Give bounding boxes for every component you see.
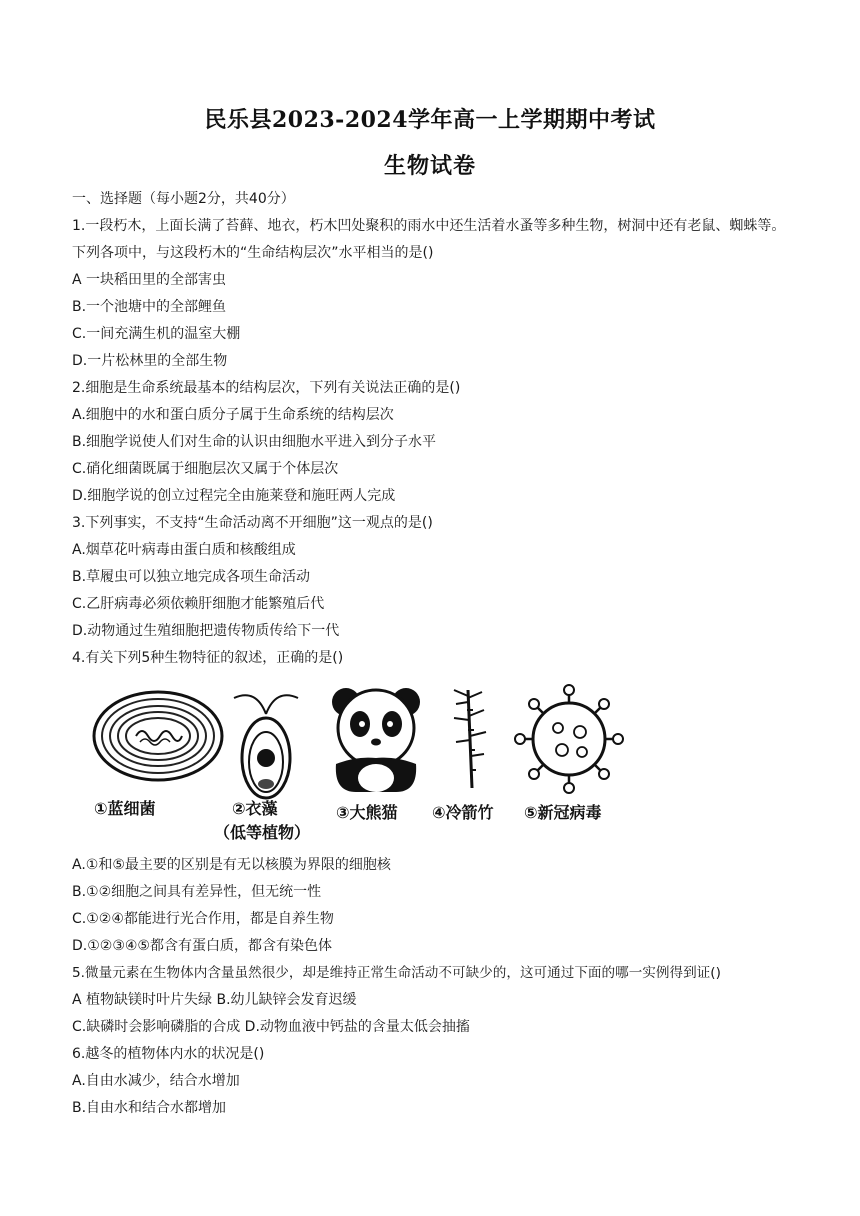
q5-stem: 5.微量元素在生物体内含量虽然很少，却是维持正常生命活动不可缺少的，这可通过下面的哪一实例得到证() [72,965,721,981]
q3-option-b: B.草履虫可以独立地完成各项生命活动 [72,569,311,585]
q1-option-b: B.一个池塘中的全部鲤鱼 [72,299,227,315]
q1-option-d: D.一片松林里的全部生物 [72,353,228,369]
coronavirus-illustration [514,684,624,794]
q4-option-b: B.①②细胞之间具有差异性，但无统一性 [72,884,322,900]
section-heading: 一、选择题（每小题2分，共40分） [72,191,295,207]
figure-label-2: ②衣藻 [232,799,278,818]
figure-label-4: ④冷箭竹 [432,803,494,822]
q3-option-d: D.动物通过生殖细胞把遗传物质传给下一代 [72,623,340,639]
q5-options-ab: A 植物缺镁时叶片失绿 B.幼儿缺锌会发育迟缓 [72,992,357,1008]
q1-option-c: C.一间充满生机的温室大棚 [72,326,241,342]
q2-stem: 2.细胞是生命系统最基本的结构层次，下列有关说法正确的是() [72,380,461,396]
q2-option-d: D.细胞学说的创立过程完全由施莱登和施旺两人完成 [72,488,396,504]
figure-label-1: ①蓝细菌 [94,799,156,818]
q3-option-a: A.烟草花叶病毒由蛋白质和核酸组成 [72,542,296,558]
figure-label-2-note: （低等植物） [214,823,311,842]
q4-option-c: C.①②④都能进行光合作用，都是自养生物 [72,911,334,927]
q4-option-a: A.①和⑤最主要的区别是有无以核膜为界限的细胞核 [72,857,391,873]
bamboo-illustration [448,686,492,790]
q6-option-a: A.自由水减少，结合水增加 [72,1073,240,1089]
q4-option-d: D.①②③④⑤都含有蛋白质，都含有染色体 [72,938,332,954]
q2-option-b: B.细胞学说使人们对生命的认识由细胞水平进入到分子水平 [72,434,437,450]
q1-option-a: A 一块稻田里的全部害虫 [72,272,227,288]
q3-stem: 3.下列事实，不支持“生命活动离不开细胞”这一观点的是() [72,515,433,531]
exam-title: 民乐县2023-2024学年高一上学期期中考试 [204,107,656,133]
q2-option-a: A.细胞中的水和蛋白质分子属于生命系统的结构层次 [72,407,394,423]
panda-illustration [326,684,426,796]
q5-options-cd: C.缺磷时会影响磷脂的合成 D.动物血液中钙盐的含量太低会抽搐 [72,1019,470,1035]
figure-label-3: ③大熊猫 [336,803,398,822]
exam-subtitle: 生物试卷 [383,153,476,179]
chlamydomonas-illustration [226,684,306,800]
cyanobacteria-illustration [90,688,226,784]
q6-stem: 6.越冬的植物体内水的状况是() [72,1046,265,1062]
q2-option-c: C.硝化细菌既属于细胞层次又属于个体层次 [72,461,339,477]
q1-stem: 1.一段朽木，上面长满了苔藓、地衣，朽木凹处聚积的雨水中还生活着水蚤等多种生物，树洞中还有老鼠、蜘蛛等。下列各项中，与这段朽木的“生命结构层次”水平相当的是() [72,218,786,261]
organism-figure [86,684,646,844]
q6-option-b: B.自由水和结合水都增加 [72,1100,227,1116]
figure-label-5: ⑤新冠病毒 [524,803,602,822]
q4-stem: 4.有关下列5种生物特征的叙述，正确的是() [72,650,344,666]
q3-option-c: C.乙肝病毒必须依赖肝细胞才能繁殖后代 [72,596,325,612]
